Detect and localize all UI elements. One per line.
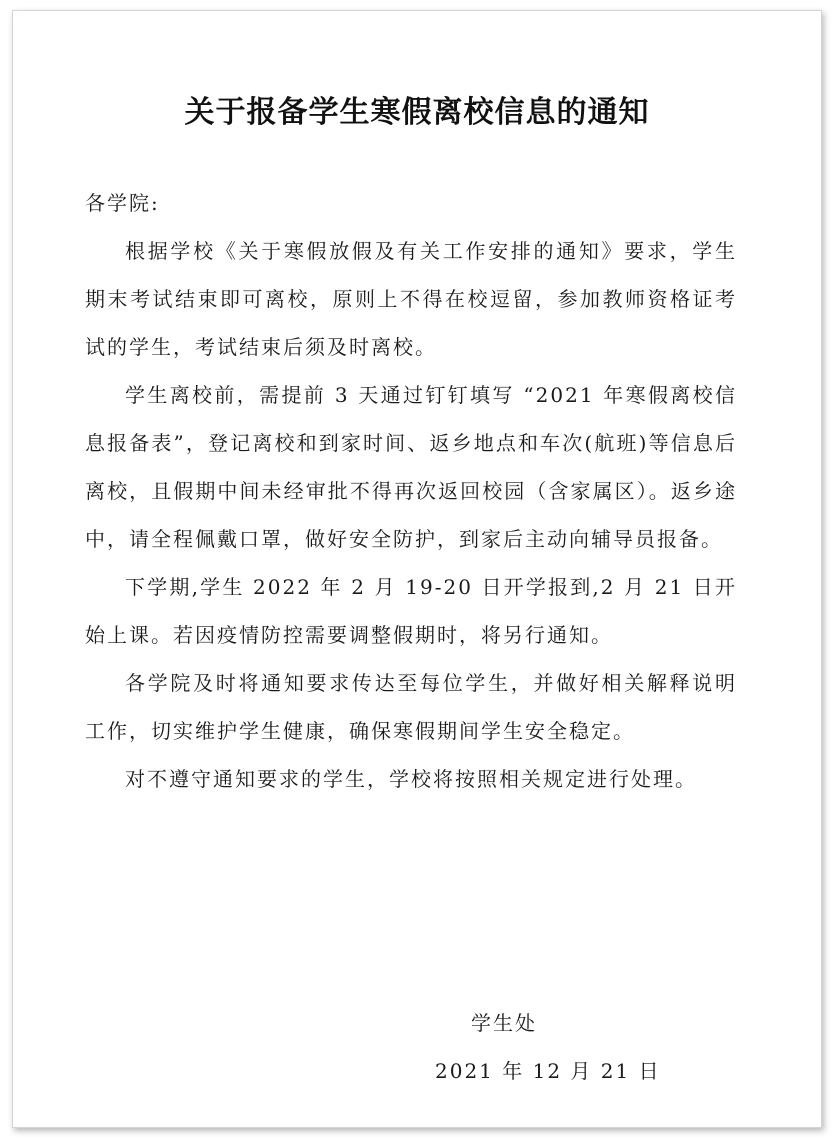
paragraph-1: 根据学校《关于寒假放假及有关工作安排的通知》要求，学生期末考试结束即可离校，原则上不得在校逗留，参加教师资格证考试的学生，考试结束后须及时离校。 [85,239,737,359]
paragraph-3: 下学期,学生 2022 年 2 月 19-20 日开学报到,2 月 21 日开始上课。若因疫情防控需要调整假期时，将另行通知。 [85,575,737,647]
signature-date: 2021 年 12 月 21 日 [435,1059,661,1083]
document-page [12,10,822,1128]
paragraph-5: 对不遵守通知要求的学生，学校将按照相关规定进行处理。 [125,767,697,791]
document-body [85,179,737,803]
paragraph-4: 各学院及时将通知要求传达至每位学生，并做好相关解释说明工作，切实维护学生健康，确保寒假期间学生安全稳定。 [85,671,737,743]
document-title: 关于报备学生寒假离校信息的通知 [184,95,650,130]
salutation: 各学院: [85,191,160,215]
signature-organization: 学生处 [471,1011,537,1035]
paragraph-2: 学生离校前，需提前 3 天通过钉钉填写 “2021 年寒假离校信息报备表”，登记离校和到家时间、返乡地点和车次(航班)等信息后离校，且假期中间未经审批不得再次返回校园（含家属区）。返乡途中，请全程佩戴口罩，做好安全防护，到家后主动向辅导员报备。 [85,383,737,551]
